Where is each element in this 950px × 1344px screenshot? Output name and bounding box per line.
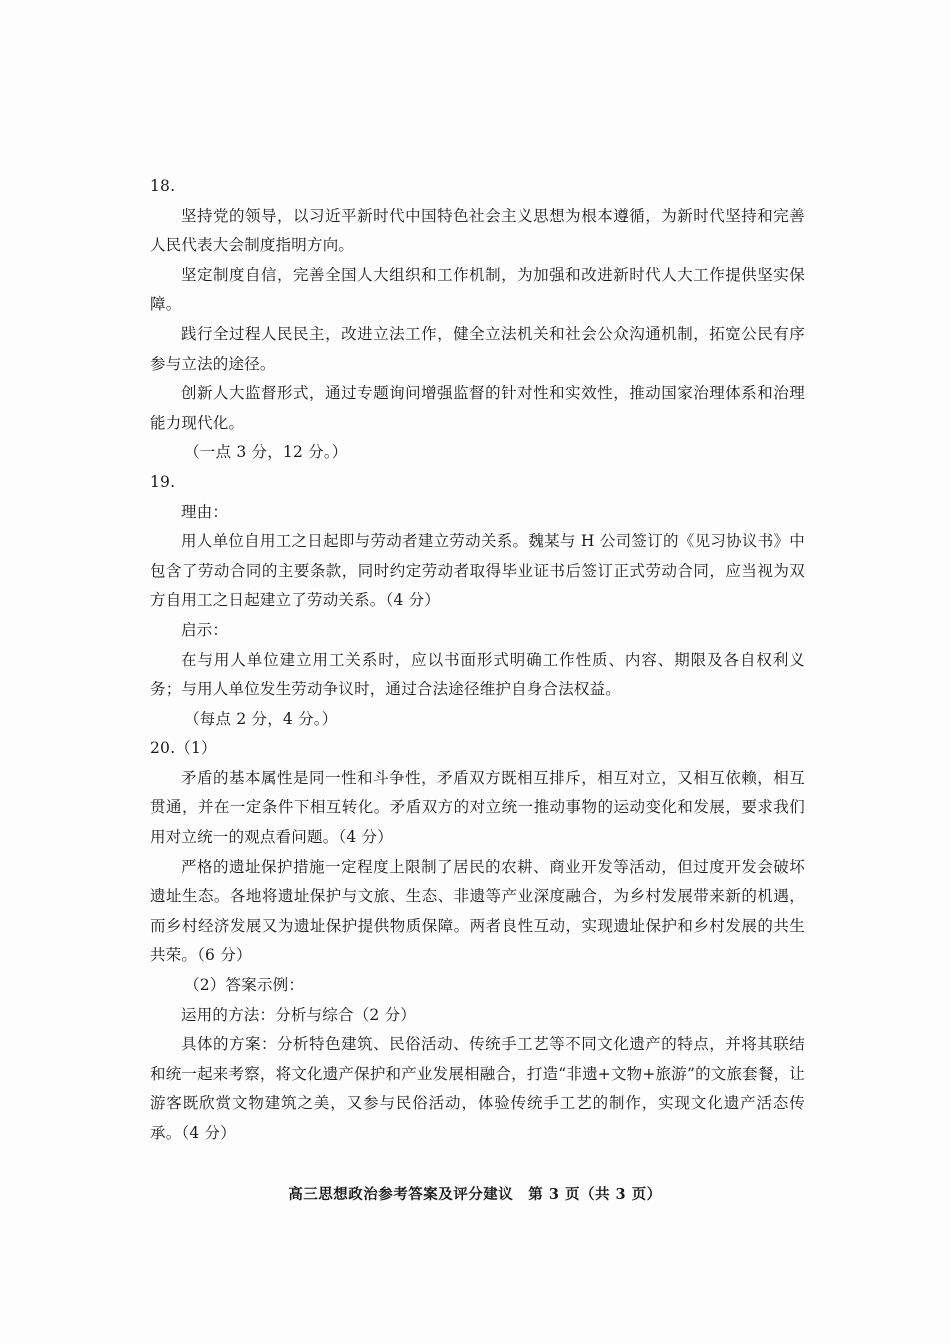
question-20-number: 20.（1）: [150, 739, 217, 758]
q19-reason-label: 理由：: [181, 502, 229, 521]
q18-point-4: 创新人大监督形式，通过专题询问增强监督的针对性和实效性，推动国家治理体系和治理能力现代化。: [150, 384, 805, 432]
q19-insight-label: 启示：: [181, 620, 229, 639]
q19-insight-text: 在与用人单位建立用工关系时，应以书面形式明确工作性质、内容、期限及各自权利义务；与用人单位发生劳动争议时，通过合法途径维护自身合法权益。: [150, 650, 805, 699]
q20-part1-para-2: 严格的遗址保护措施一定程度上限制了居民的农耕、商业开发等活动，但过度开发会破坏遗址生态。各地将遗址保护与文旅、生态、非遗等产业深度融合，为乡村发展带来新的机遇，而乡村经济发展又为遗址保护提供物质保障。两者良性互动，实现遗址保护和乡村发展的共生共荣。（6 分）: [150, 857, 805, 965]
q18-point-3: 践行全过程人民民主，改进立法工作，健全立法机关和社会公众沟通机制，拓宽公民有序参与立法的途径。: [150, 324, 805, 373]
q20-plan: 具体的方案：分析特色建筑、民俗活动、传统手工艺等不同文化遗产的特点，并将其联结和统一起来考察，将文化遗产保护和产业发展相融合，打造“非遗+文物+旅游”的文旅套餐，让游客既欣赏文物建筑之美，又参与民俗活动，体验传统手工艺的制作，实现文化遗产活态传承。（4 分）: [150, 1035, 805, 1142]
q18-point-2: 坚定制度自信，完善全国人大组织和工作机制，为加强和改进新时代人大工作提供坚实保障。: [150, 265, 805, 314]
q20-method: 运用的方法：分析与综合（2 分）: [181, 1005, 416, 1024]
q18-point-1: 坚持党的领导，以习近平新时代中国特色社会主义思想为根本遵循，为新时代坚持和完善人民代表大会制度指明方向。: [150, 206, 805, 255]
page-footer: 高三思想政治参考答案及评分建议 第 3 页（共 3 页）: [288, 1186, 662, 1203]
q19-score-note: （每点 2 分，4 分。）: [184, 709, 338, 728]
answer-content: [150, 172, 805, 1149]
question-19-number: 19.: [150, 472, 176, 491]
q18-score-note: （一点 3 分，12 分。）: [184, 443, 348, 462]
question-18-number: 18.: [150, 177, 176, 195]
q20-part2-label: （2）答案示例：: [184, 976, 305, 995]
q20-part1-para-1: 矛盾的基本属性是同一性和斗争性，矛盾双方既相互排斥，相互对立，又相互依赖，相互贯通，并在一定条件下相互转化。矛盾双方的对立统一推动事物的运动变化和发展，要求我们用对立统一的观点看问题。（4 分）: [150, 768, 805, 847]
q19-reason-text: 用人单位自用工之日起即与劳动者建立劳动关系。魏某与 H 公司签订的《见习协议书》中包含了劳动合同的主要条款，同时约定劳动者取得毕业证书后签订正式劳动合同，应当视为双方自用工之日起建立了劳动关系。（4 分）: [150, 532, 805, 610]
